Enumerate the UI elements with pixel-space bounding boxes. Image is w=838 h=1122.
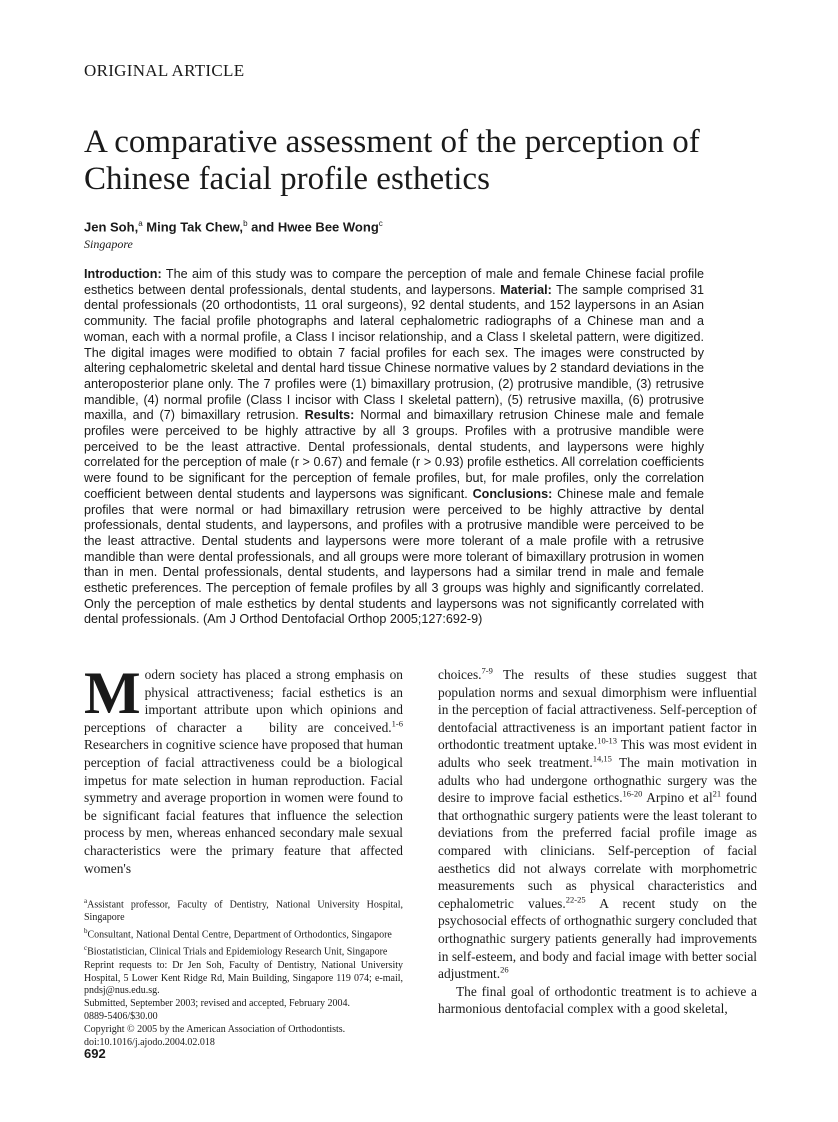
citation[interactable]: 1-6 [391, 718, 403, 729]
abstract-material: The sample comprised 31 dental professionals (20 orthodontists, 11 oral surgeons), 92 dental students, and 152 laypersons in an Asian community. The facial profile photographs and lateral cephalometric radiographs of a Chinese man and a woman, each with a normal profile, a Class I incisor relationship, and a Class I skeletal pattern, were digitized. The digital images were modified to obtain 7 facial profiles for each sex. The images were constructed by altering cephalometric skeletal and dental hard tissue Chinese normative values by 2 standard deviations in the anteroposterior plane only. The 7 profiles were (1) bimaxillary protrusion, (2) protrusive mandible, (3) retrusive mandible, (4) normal profile (Class I incisor with Class I skeletal pattern), (5) retrusive maxilla, (6) protrusive maxilla, and (7) bimaxillary retrusion. [84, 282, 705, 423]
author-location: Singapore [84, 237, 133, 251]
issn-price: 0889-5406/$30.00 [84, 1011, 158, 1023]
footnote-text: Assistant professor, Faculty of Dentistry, National University Hospital, Singapore [84, 899, 403, 924]
citation[interactable]: 7-9 [481, 665, 493, 676]
citation[interactable]: 10-13 [597, 735, 618, 746]
body-text: found that orthognathic surgery patients were the least tolerant to deviations from the preferred facial profile image as compared with clinicians. Self-perception of facial aesthetics did not always correlate with morphometric measurements such as physical characteristics and cephalometric values. [438, 790, 757, 911]
citation[interactable]: 16-20 [622, 788, 643, 799]
article-title: A comparative assessment of the perception of Chinese facial profile esthetics [84, 124, 700, 197]
body-text: choices. [438, 667, 482, 682]
abstract-intro: The aim of this study was to compare the perception of male and female Chinese facial profile esthetics between dental professionals, dental students, and laypersons. [84, 267, 704, 297]
body-left-column [84, 660, 403, 877]
abstract-results-label: Results: [304, 408, 355, 423]
footnote [84, 895, 403, 925]
reprint-info: Reprint requests to: Dr Jen Soh, Faculty of Dentistry, National University Hospital, 5 Lower Kent Ridge Rd, Main Building, Singapore 119 074; e-mail, pndsj@nus.edu.sg. [84, 959, 403, 997]
footnotes [84, 895, 403, 1050]
abstract [84, 267, 704, 628]
submission-info: Submitted, September 2003; revised and accepted, February 2004. [84, 998, 351, 1010]
abstract-conclusions: Chinese male and female profiles that were normal or had bimaxillary retrusion were perceived to be highly attractive by dental professionals, dental students, and laypersons, and profiles with a protrusive mandible were perceived to be the least attractive. Dental students and laypersons were more tolerant of a male profile with a retrusive mandible than were dental professionals, and all groups were more tolerant of bimaxillary protrusion in women than in men. Dental professionals, dental students, and laypersons had a similar trend in male and female esthetic preferences. The perception of female profiles by all 3 groups was highly and significantly correlated. Only the perception of male esthetics by dental students and laypersons was not significantly correlated with dental professionals. (Am J Orthod Dentofacial Orthop 2005;127:692-9) [84, 486, 705, 627]
doi[interactable]: doi:10.1016/j.ajodo.2004.02.018 [84, 1037, 215, 1049]
footnote-marker: c [84, 944, 88, 953]
copyright: Copyright © 2005 by the American Association of Orthodontists. [84, 1024, 346, 1036]
affiliation-marker: a [138, 219, 143, 228]
footnote [84, 925, 403, 942]
affiliation-marker: c [378, 219, 383, 228]
body-text: The results of these studies suggest that population norms and sexual dimorphism were influential in the perception of facial attractiveness. Self-perception of dentofacial attractiveness is an important patient factor in orthodontic treatment uptake. [438, 667, 757, 753]
footnote [84, 942, 403, 959]
author: and Hwee Bee Wong [251, 219, 379, 235]
body-text: The main motivation in adults who had undergone orthognathic surgery was the desire to improve facial esthetics. [438, 754, 757, 806]
page-number: 692 [84, 1046, 106, 1061]
body-text: odern society has placed a strong emphasis on physical attractiveness; facial esthetics is an important attribute upon which opinions and perceptions of character a bility are conceived. [84, 667, 403, 735]
citation[interactable]: 14,15 [592, 753, 612, 764]
affiliation-marker: b [243, 219, 248, 228]
body-right-column [438, 666, 757, 1018]
abstract-results: Normal and bimaxillary retrusion Chinese male and female profiles were perceived to be highly attractive by all 3 groups. Profiles with a protrusive mandible were perceived to be the least attractive. Dental professionals, dental students, and laypersons were highly correlated for the perception of male (r > 0.67) and female (r > 0.93) profile esthetics. All correlation coefficients were found to be significant for the perception of female profiles, but, for male profiles, only the correlation coefficient between dental students and laypersons was significant. [84, 408, 704, 501]
footnote-marker: a [84, 897, 88, 905]
footnote-text: Consultant, National Dental Centre, Department of Orthodontics, Singapore [87, 929, 392, 941]
abstract-intro-label: Introduction: [84, 267, 162, 281]
author-list [84, 219, 383, 234]
body-text: Arpino et al [642, 790, 713, 806]
author: Ming Tak Chew, [146, 219, 244, 235]
body-text: A recent study on the psychosocial effects of orthognathic surgery concluded that orthognathic surgery patients generally had improvements in self-esteem, and body and facial image with better social adjustment. [438, 895, 757, 982]
author: Jen Soh, [84, 219, 139, 235]
body-paragraph: The final goal of orthodontic treatment is to achieve a harmonious dentofacial complex with a good skeletal, [438, 983, 757, 1017]
abstract-conclusions-label: Conclusions: [472, 486, 553, 501]
footnote-text: Biostatistician, Clinical Trials and Epidemiology Research Unit, Singapore [87, 946, 388, 958]
body-text: This was most evident in adults who seek treatment. [438, 737, 757, 770]
footnote-marker: b [84, 927, 88, 936]
citation[interactable]: 21 [712, 788, 722, 799]
section-label: ORIGINAL ARTICLE [84, 61, 245, 80]
citation[interactable]: 22-25 [565, 894, 586, 905]
abstract-material-label: Material: [500, 282, 552, 297]
citation[interactable]: 26 [500, 964, 509, 975]
drop-cap: M [84, 660, 141, 726]
body-text: Researchers in cognitive science have proposed that human perception of facial attractiveness could be a biological impetus for mate selection in human reproduction. Facial symmetry and average proportion in women were found to be significant facial features that influence the selection process by men, whereas enhanced secondary male sexual characteristics were the primary feature that affected women's [84, 737, 403, 876]
